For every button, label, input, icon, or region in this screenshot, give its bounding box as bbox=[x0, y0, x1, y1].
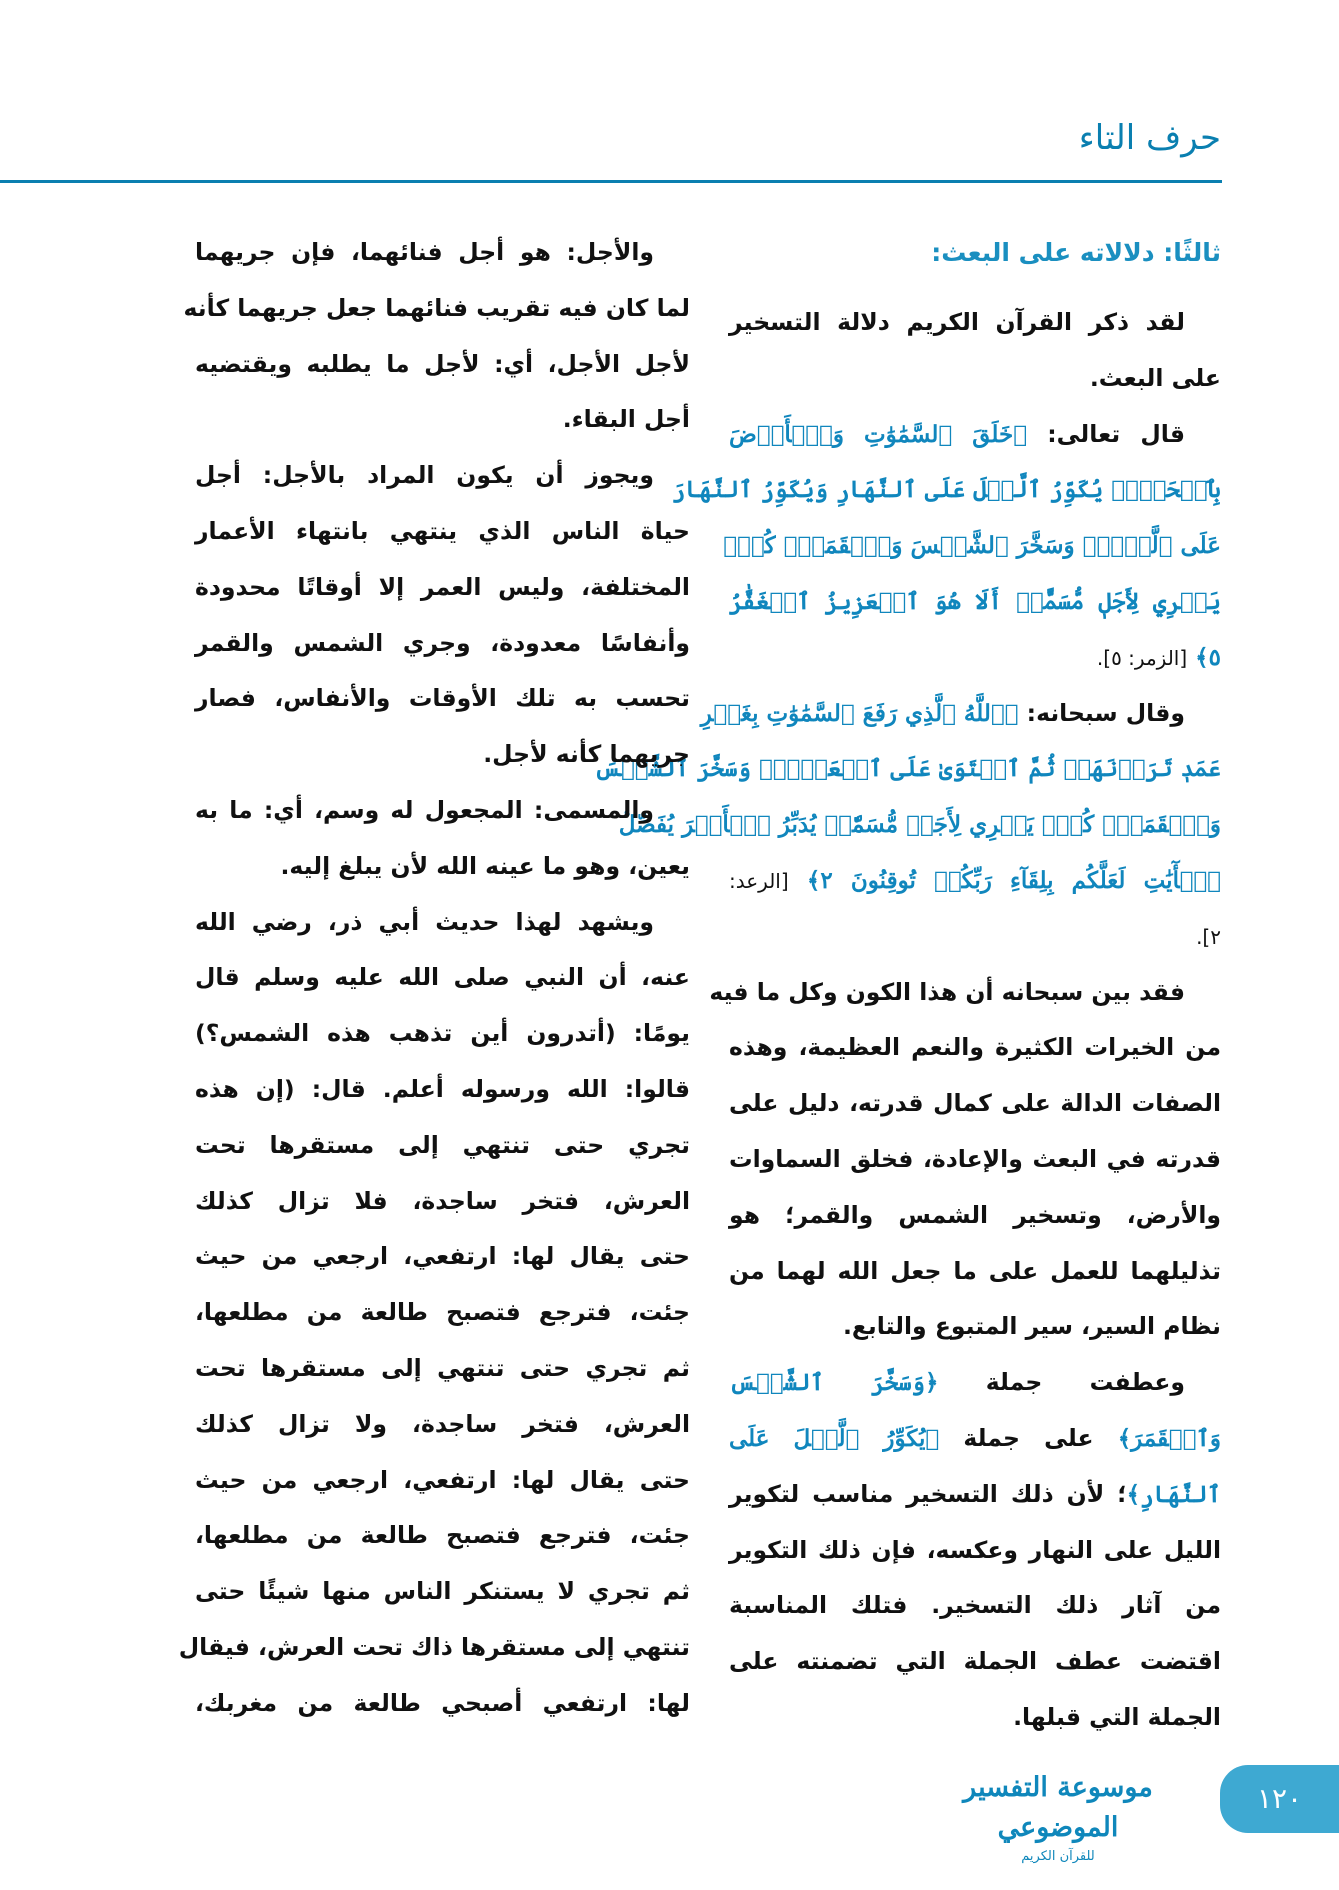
text-line bbox=[729, 295, 1221, 351]
text-line bbox=[729, 1578, 1221, 1634]
header-divider bbox=[0, 180, 1222, 183]
text-line bbox=[195, 950, 690, 1006]
text-line bbox=[729, 1076, 1221, 1132]
hadith-text: قالوا: الله ورسوله أعلم. قال: (إن هذه bbox=[195, 1074, 690, 1103]
body-text: لأجل الأجل، أي: لأجل ما يطلبه ويقتضيه bbox=[195, 349, 690, 378]
body-text: تذليلهما للعمل على ما جعل الله لهما من bbox=[729, 1256, 1221, 1285]
body-text: من آثار ذلك التسخير. فتلك المناسبة bbox=[729, 1591, 1221, 1620]
body-text: حياة الناس الذي ينتهي بانتهاء الأعمار bbox=[195, 516, 690, 545]
text-line bbox=[195, 1508, 690, 1564]
running-title: حرف التاء bbox=[1078, 118, 1221, 158]
text-line bbox=[618, 797, 1221, 853]
hadith-text: تجري حتى تنتهي إلى مستقرها تحت bbox=[195, 1130, 690, 1159]
body-text: وقال سبحانه: bbox=[1018, 698, 1185, 727]
hadith-text: حتى يقال لها: ارتفعي، ارجعي من حيث bbox=[195, 1242, 690, 1271]
text-line bbox=[729, 1467, 1221, 1523]
body-text: والأرض، وتسخير الشمس والقمر؛ هو bbox=[729, 1200, 1221, 1229]
quran-verse-text: وَٱلۡقَمَرَ﴾ bbox=[1117, 1424, 1221, 1452]
verse-reference: ٢]. bbox=[1196, 924, 1221, 949]
text-line bbox=[195, 1118, 690, 1174]
verse-reference: [الرعد: bbox=[729, 868, 789, 893]
hadith-text: تنتهي إلى مستقرها ذاك تحت العرش، فيقال bbox=[178, 1632, 690, 1661]
quran-verse-text: عَلَى ٱلَّيۡلِۖ وَسَخَّرَ ٱلشَّمۡسَ وَٱلۡقَمَرَۖ كُلّٞ bbox=[723, 532, 1221, 560]
body-text: أجل البقاء. bbox=[562, 405, 690, 434]
text-line bbox=[729, 1411, 1221, 1467]
text-line bbox=[195, 448, 690, 504]
body-text: على جملة bbox=[939, 1423, 1118, 1452]
body-text: قال تعالى: bbox=[1027, 419, 1185, 448]
text-line bbox=[195, 895, 690, 951]
body-text: ثالثًا: دلالاته على البعث: bbox=[931, 238, 1221, 267]
logo-subtitle: للقرآن الكريم bbox=[1021, 1849, 1095, 1864]
body-text: عنه، أن النبي صلى الله عليه وسلم قال bbox=[195, 963, 690, 992]
text-line bbox=[729, 1634, 1221, 1690]
quran-verse-text: ﴿ٱللَّهُ ٱلَّذِي رَفَعَ ٱلسَّمَٰوَٰتِ بِغَيۡرِ bbox=[700, 699, 1019, 727]
body-text: جريهما كأنه لأجل. bbox=[483, 740, 690, 769]
body-text: على البعث. bbox=[1089, 363, 1221, 392]
body-text: لما كان فيه تقريب فنائهما جعل جريهما كأنه bbox=[183, 293, 690, 322]
body-text: فقد بين سبحانه أن هذا الكون وكل ما فيه bbox=[709, 977, 1185, 1006]
hadith-text: لها: ارتفعي أصبحي طالعة من مغربك، bbox=[195, 1688, 690, 1717]
quran-verse-text: ٱلنَّهَارِ﴾ bbox=[1126, 1480, 1221, 1508]
text-line bbox=[195, 1564, 690, 1620]
body-text: ويجوز أن يكون المراد بالأجل: أجل bbox=[195, 461, 654, 490]
text-line bbox=[195, 1062, 690, 1118]
text-line bbox=[729, 630, 1221, 686]
body-text: يعين، وهو ما عينه الله لأن يبلغ إليه. bbox=[280, 851, 690, 880]
quran-verse-text: ﴿خَلَقَ ٱلسَّمَٰوَٰتِ وَٱلۡأَرۡضَ bbox=[729, 420, 1028, 448]
text-line bbox=[195, 783, 690, 839]
body-text: وعطفت جملة bbox=[938, 1368, 1185, 1397]
hadith-text: العرش، فتخر ساجدة، فلا تزال كذلك bbox=[195, 1186, 690, 1215]
text-line bbox=[195, 1174, 690, 1230]
text-line bbox=[729, 1523, 1221, 1579]
text-line bbox=[729, 1355, 1221, 1411]
text-line bbox=[729, 1020, 1221, 1076]
body-text: قدرته في البعث والإعادة، فخلق السماوات bbox=[729, 1144, 1221, 1173]
body-text: المختلفة، وليس العمر إلا أوقاتًا محدودة bbox=[195, 572, 690, 601]
hadith-text: جئت، فترجع فتصبح طالعة من مطلعها، bbox=[195, 1298, 690, 1327]
text-line bbox=[195, 560, 690, 616]
body-text: لقد ذكر القرآن الكريم دلالة التسخير bbox=[729, 308, 1185, 336]
encyclopedia-logo bbox=[934, 1768, 1182, 1866]
text-line bbox=[195, 671, 690, 727]
body-text: من الخيرات الكثيرة والنعم العظيمة، وهذه bbox=[729, 1033, 1221, 1062]
text-line bbox=[195, 1453, 690, 1509]
body-text: الليل على النهار وعكسه، فإن ذلك التكوير bbox=[729, 1535, 1221, 1564]
hadith-text: حتى يقال لها: ارتفعي، ارجعي من حيث bbox=[195, 1465, 690, 1494]
text-line bbox=[729, 909, 1221, 965]
body-text: ويشهد لهذا حديث أبي ذر، رضي الله bbox=[195, 907, 654, 936]
text-line bbox=[195, 337, 690, 393]
body-text: تحسب به تلك الأوقات والأنفاس، فصار bbox=[195, 684, 690, 713]
text-line bbox=[195, 1341, 690, 1397]
hadith-text: ثم تجري لا يستنكر الناس منها شيئًا حتى bbox=[195, 1577, 690, 1606]
page-number-badge: ١٢٠ bbox=[1220, 1765, 1339, 1833]
quran-verse-text: يَجۡرِي لِأَجَلٖ مُّسَمًّىۗ أَلَا هُوَ ٱلۡعَزِيزُ ٱلۡغَفَّٰرُ bbox=[729, 587, 1221, 615]
hadith-text: ثم تجري حتى تنتهي إلى مستقرها تحت bbox=[195, 1353, 690, 1382]
text-line bbox=[729, 1188, 1221, 1244]
text-line bbox=[195, 225, 690, 281]
quran-verse-text: بِٱلۡحَقِّۖ يُكَوِّرُ ٱلَّيۡلَ عَلَى ٱلنَّهَارِ وَيُكَوِّرُ ٱلنَّهَارَ bbox=[671, 476, 1221, 504]
text-line bbox=[195, 1229, 690, 1285]
text-line bbox=[671, 462, 1221, 518]
body-text: نظام السير، سير المتبوع والتابع. bbox=[842, 1312, 1221, 1341]
quran-verse-text: وَٱلۡقَمَرَۖ كُلّٞ يَجۡرِي لِأَجَلٖ مُّسَمّٗىۚ يُدَبِّرُ ٱلۡأَمۡرَ يُفَصِّلُ bbox=[618, 811, 1221, 839]
text-line bbox=[729, 407, 1221, 463]
text-line bbox=[729, 853, 1221, 909]
body-text: الجملة التي قبلها. bbox=[1013, 1702, 1221, 1731]
text-line bbox=[729, 1244, 1221, 1300]
body-text: وأنفاسًا معدودة، وجري الشمس والقمر bbox=[195, 628, 690, 657]
quran-verse-text: ﴿وَسَخَّرَ ٱلشَّمۡسَ bbox=[729, 1369, 939, 1397]
text-line bbox=[195, 1397, 690, 1453]
text-line bbox=[723, 518, 1221, 574]
text-line bbox=[195, 504, 690, 560]
text-line bbox=[195, 616, 690, 672]
text-line bbox=[195, 1006, 690, 1062]
body-text: يومًا: bbox=[615, 1019, 690, 1048]
body-text: الصفات الدالة على كمال قدرته، دليل على bbox=[729, 1089, 1221, 1118]
text-line bbox=[729, 1299, 1221, 1355]
logo-title: موسوعة التفسير الموضوعي bbox=[963, 1772, 1153, 1843]
text-line bbox=[195, 1285, 690, 1341]
text-line bbox=[729, 1690, 1221, 1746]
quran-verse-text: ٥﴾ bbox=[1187, 643, 1221, 671]
text-line bbox=[729, 574, 1221, 630]
body-text: اقتضت عطف الجملة التي تضمنته على bbox=[729, 1647, 1221, 1676]
text-line bbox=[195, 839, 690, 895]
hadith-text: (أتدرون أين تذهب هذه الشمس؟) bbox=[195, 1019, 616, 1048]
text-line bbox=[594, 741, 1221, 797]
body-text: والمسمى: المجعول له وسم، أي: ما به bbox=[195, 795, 654, 824]
text-line bbox=[195, 1676, 690, 1732]
text-line bbox=[729, 1132, 1221, 1188]
quran-verse-text: عَمَدٖ تَرَوۡنَهَاۖ ثُمَّ ٱسۡتَوَىٰ عَلَى ٱلۡعَرۡشِۖ وَسَخَّرَ ٱلشَّمۡسَ bbox=[594, 755, 1221, 783]
body-text: والأجل: هو أجل فنائهما، فإن جريهما bbox=[195, 238, 654, 266]
text-line bbox=[195, 392, 690, 448]
section-heading bbox=[729, 225, 1221, 295]
hadith-text: العرش، فتخر ساجدة، ولا تزال كذلك bbox=[195, 1409, 690, 1438]
left-text-column bbox=[178, 225, 690, 1732]
text-line bbox=[729, 351, 1221, 407]
body-text: ؛ لأن ذلك التسخير مناسب لتكوير bbox=[729, 1479, 1127, 1508]
text-line bbox=[183, 281, 690, 337]
text-line bbox=[178, 1620, 690, 1676]
hadith-text: جئت، فترجع فتصبح طالعة من مطلعها، bbox=[195, 1521, 690, 1550]
quran-verse-text: ﴿يُكَوِّرُ ٱلَّيۡلَ عَلَى bbox=[729, 1424, 940, 1452]
text-line bbox=[709, 965, 1221, 1021]
verse-reference: [الزمر: ٥]. bbox=[1096, 645, 1188, 670]
quran-verse-text: ٱلۡأٓيَٰتِ لَعَلَّكُم بِلِقَآءِ رَبِّكُمۡ تُوقِنُونَ ٢﴾ bbox=[788, 866, 1221, 894]
text-line bbox=[195, 727, 690, 783]
text-line bbox=[700, 686, 1221, 742]
